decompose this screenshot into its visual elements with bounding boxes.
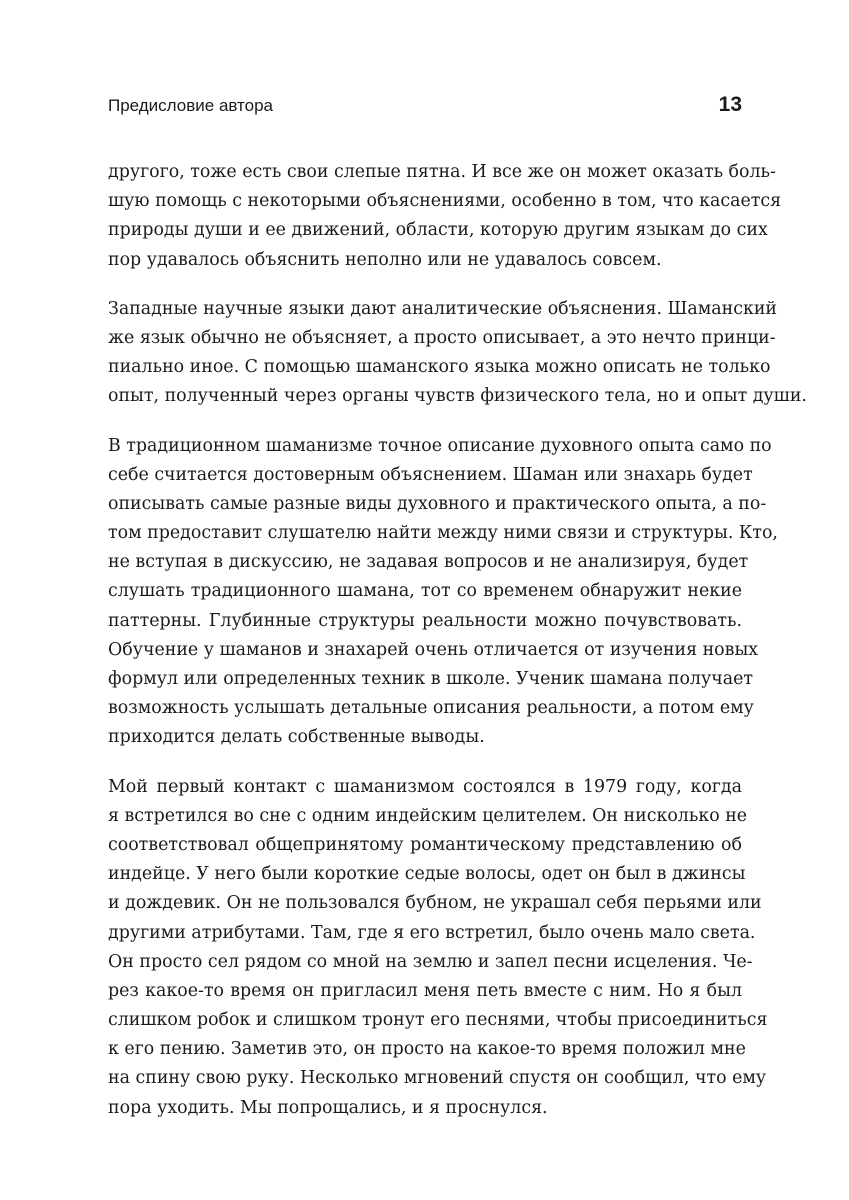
text-line: Обучение у шаманов и знахарей очень отличается от изучения новых — [108, 639, 759, 660]
paragraph-1 — [108, 158, 782, 275]
text-line: к его пению. Заметив это, он просто на какое-то время положил мне — [108, 1039, 746, 1060]
text-line: природы души и ее движений, области, которую другим языкам до сих — [108, 220, 768, 241]
text-line: пиально иное. С помощью шаманского языка можно описать не только — [108, 357, 771, 378]
text-line: Мой первый контакт с шаманизмом состоялся в 1979 году, когда — [108, 776, 742, 797]
text-line: приходится делать собственные выводы. — [108, 727, 485, 748]
text-line: слушать традиционного шамана, тот со временем обнаружит некие — [108, 581, 742, 602]
text-line: слишком робок и слишком тронут его песнями, чтобы присоединиться — [108, 1010, 768, 1031]
text-line: возможность услышать детальные описания реальности, а потом ему — [108, 698, 754, 719]
text-line: В традиционном шаманизме точное описание духовного опыта само по — [108, 435, 772, 456]
text-line: опыт, полученный через органы чувств физического тела, но и опыт души. — [108, 386, 807, 407]
text-line: формул или определенных техник в школе. Ученик шамана получает — [108, 669, 753, 689]
text-line: же язык обычно не объясняет, а просто описывает, а это нечто принци- — [108, 327, 776, 348]
paragraph-4 — [108, 773, 768, 1123]
running-header — [108, 94, 742, 118]
text-line: том предоставит слушателю найти между ними связи и структуры. Кто, — [108, 523, 778, 544]
paragraph-3 — [108, 432, 778, 753]
text-line: другими атрибутами. Там, где я его встретил, было очень мало света. — [108, 922, 756, 943]
running-title: Предисловие автора — [108, 96, 274, 115]
paragraph-2 — [108, 295, 807, 412]
text-line: индейце. У него были короткие седые волосы, одет он был в джинсы — [108, 864, 746, 885]
page-number: 13 — [718, 93, 742, 116]
text-line: я встретился во сне с одним индейским целителем. Он нисколько не — [108, 805, 748, 826]
text-line: Западные научные языки дают аналитические объяснения. Шаманский — [108, 298, 777, 319]
text-line: и дождевик. Он не пользовался бубном, не украшал себя перьями или — [108, 893, 762, 914]
text-line: пора уходить. Мы попрощались, и я проснулся. — [108, 1097, 548, 1118]
text-line: не вступая в дискуссию, не задавая вопросов и не анализируя, будет — [108, 552, 749, 573]
text-line: рез какое-то время он пригласил меня петь вместе с ним. Но я был — [108, 980, 742, 1001]
text-line: шую помощь с некоторыми объяснениями, особенно в том, что касается — [108, 191, 782, 212]
body-text — [108, 158, 807, 1123]
text-line: паттерны. Глубинные структуры реальности можно почувствовать. — [108, 610, 742, 631]
text-line: пор удавалось объяснить неполно или не удавалось совсем. — [108, 249, 662, 270]
text-line: себе считается достоверным объяснением. Шаман или знахарь будет — [108, 464, 753, 485]
text-line: описывать самые разные виды духовного и практического опыта, а по- — [108, 493, 767, 514]
text-line: другого, тоже есть свои слепые пятна. И все же он может оказать боль- — [108, 162, 776, 182]
text-line: на спину свою руку. Несколько мгновений спустя он сообщил, что ему — [108, 1068, 767, 1089]
text-line: Он просто сел рядом со мной на землю и запел песни исцеления. Че- — [108, 951, 753, 972]
text-line: соответствовал общепринятому романтическому представлению об — [108, 834, 742, 855]
